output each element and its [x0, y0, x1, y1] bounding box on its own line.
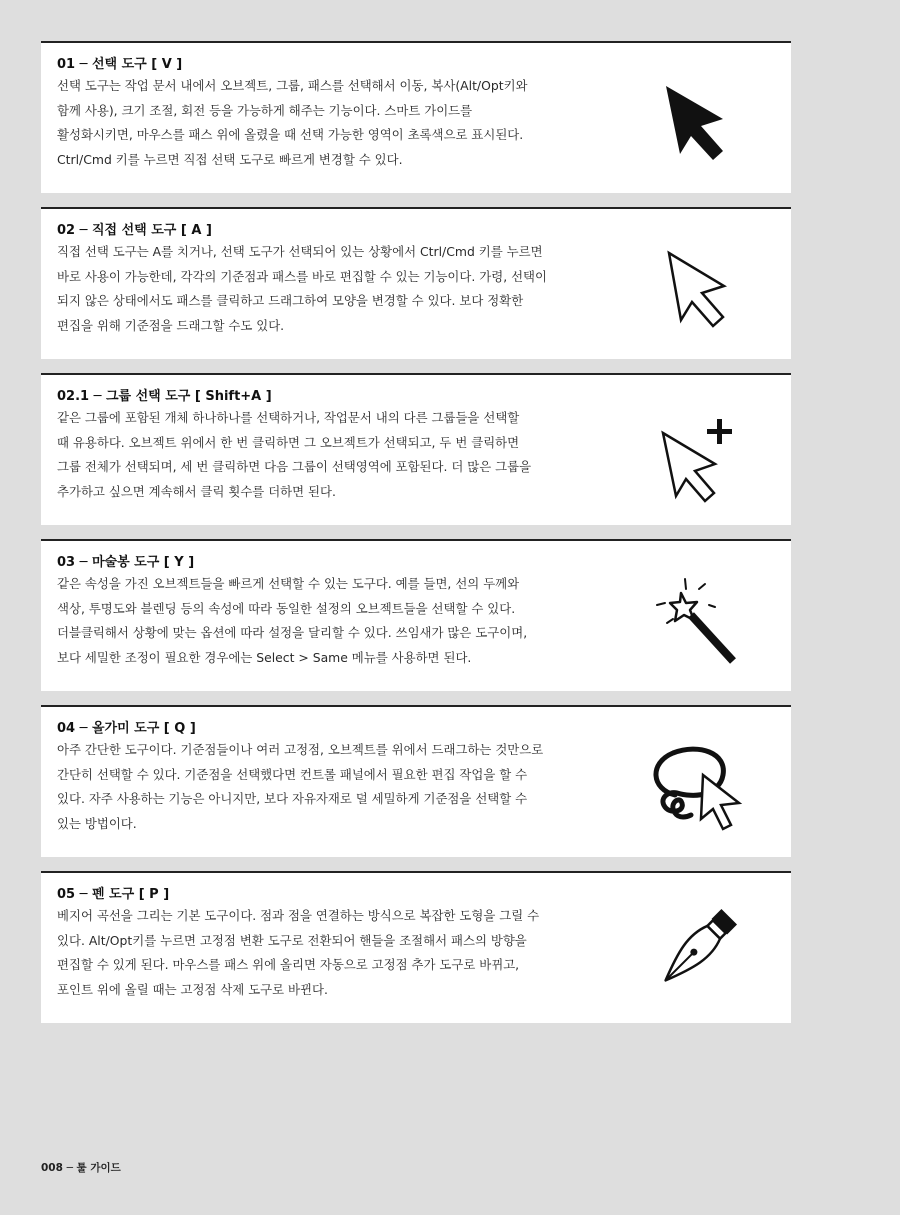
description-line: 아주 간단한 도구이다. 기준점들이나 여러 고정점, 오브젝트를 위에서 드래그하는 것만으로 — [57, 742, 544, 757]
magic-wand-icon — [641, 565, 751, 675]
section-pen-tool — [41, 871, 791, 1023]
description-line: 보다 세밀한 조정이 필요한 경우에는 Select > Same 메뉴를 사용하면 된다. — [57, 649, 472, 665]
section-title: 04 ─ 올가미 도구 [ Q ] — [57, 721, 196, 736]
description-line: 추가하고 싶으면 계속해서 클릭 횟수를 더하면 된다. — [57, 483, 336, 499]
description-line: 포인트 위에 올릴 때는 고정점 삭제 도구로 바뀐다. — [57, 981, 328, 997]
description-line: 있다. Alt/Opt키를 누르면 고정점 변환 도구로 전환되어 핸들을 조절해서 패스의 방향을 — [57, 932, 527, 948]
description-line: 있다. 자주 사용하는 기능은 아니지만, 보다 자유자재로 덜 세밀하게 기준점을 선택할 수 — [57, 791, 528, 806]
section-selection-tool — [41, 41, 791, 193]
section-title: 01 ─ 선택 도구 [ V ] — [57, 57, 183, 72]
description-line: 바로 사용이 가능한데, 각각의 기준점과 패스를 바로 편집할 수 있는 기능이다. 가령, 선택이 — [57, 268, 547, 284]
description-line: 함께 사용), 크기 조절, 회전 등을 가능하게 해주는 기능이다. 스마트 가이드를 — [57, 102, 473, 118]
description-line: 편집을 위해 기준점을 드래그할 수도 있다. — [57, 317, 285, 333]
selection-arrow-icon — [641, 65, 751, 175]
section-description — [57, 74, 617, 172]
description-line: 베지어 곡선을 그리는 기본 도구이다. 점과 점을 연결하는 방식으로 복잡한 도형을 그릴 수 — [57, 908, 540, 923]
description-line: 있는 방법이다. — [57, 815, 137, 831]
section-title: 03 ─ 마술봉 도구 [ Y ] — [57, 555, 195, 570]
section-direct-selection-tool — [41, 207, 791, 359]
description-line: 더블클릭해서 상황에 맞는 옵션에 따라 설정을 달리할 수 있다. 쓰임새가 많은 도구이며, — [57, 625, 528, 640]
description-line: 직접 선택 도구는 A를 치거나, 선택 도구가 선택되어 있는 상황에서 Ctrl/Cmd 키를 누르면 — [57, 244, 543, 259]
description-line: 같은 속성을 가진 오브젝트들을 빠르게 선택할 수 있는 도구다. 예를 들면, 선의 두께와 — [57, 576, 520, 591]
section-description — [57, 240, 617, 338]
section-description — [57, 904, 617, 1002]
section-description — [57, 738, 617, 836]
section-lasso-tool — [41, 705, 791, 857]
page-footer: 008 ─ 툴 가이드 — [41, 1162, 121, 1174]
section-description — [57, 406, 617, 504]
lasso-icon — [641, 731, 751, 841]
description-line: 그룹 전체가 선택되며, 세 번 클릭하면 다음 그룹이 선택영역에 포함된다. 더 많은 그룹을 — [57, 459, 532, 474]
description-line: 간단히 선택할 수 있다. 기준점을 선택했다면 컨트롤 패널에서 필요한 편집 작업을 할 수 — [57, 766, 528, 782]
description-line: 같은 그룹에 포함된 개체 하나하나를 선택하거나, 작업문서 내의 다른 그룹들을 선택할 — [57, 410, 520, 425]
description-line: 색상, 투명도와 블렌딩 등의 속성에 따라 동일한 설정의 오브젝트들을 선택할 수 있다. — [57, 600, 516, 616]
section-title: 02.1 ─ 그룹 선택 도구 [ Shift+A ] — [57, 389, 272, 404]
description-line: 편집할 수 있게 된다. 마우스를 패스 위에 올리면 자동으로 고정점 추가 도구로 바뀌고, — [57, 957, 520, 972]
pen-nib-icon — [641, 895, 751, 1005]
description-line: 선택 도구는 작업 문서 내에서 오브젝트, 그룹, 패스를 선택해서 이동, 복사(Alt/Opt키와 — [57, 78, 528, 93]
section-group-selection-tool — [41, 373, 791, 525]
group-selection-arrow-icon — [641, 405, 751, 515]
section-magic-wand-tool — [41, 539, 791, 691]
description-line: 때 유용하다. 오브젝트 위에서 한 번 클릭하면 그 오브젝트가 선택되고, 두 번 클릭하면 — [57, 434, 520, 450]
description-line: 되지 않은 상태에서도 패스를 클릭하고 드래그하여 모양을 변경할 수 있다. 보다 정확한 — [57, 293, 524, 308]
direct-selection-arrow-icon — [641, 231, 751, 341]
description-line: 활성화시키면, 마우스를 패스 위에 올렸을 때 선택 가능한 영역이 초록색으로 표시된다. — [57, 127, 524, 142]
description-line: Ctrl/Cmd 키를 누르면 직접 선택 도구로 빠르게 변경할 수 있다. — [57, 151, 403, 167]
section-description — [57, 572, 617, 670]
section-title: 02 ─ 직접 선택 도구 [ A ] — [57, 223, 212, 238]
section-title: 05 ─ 펜 도구 [ P ] — [57, 887, 170, 902]
